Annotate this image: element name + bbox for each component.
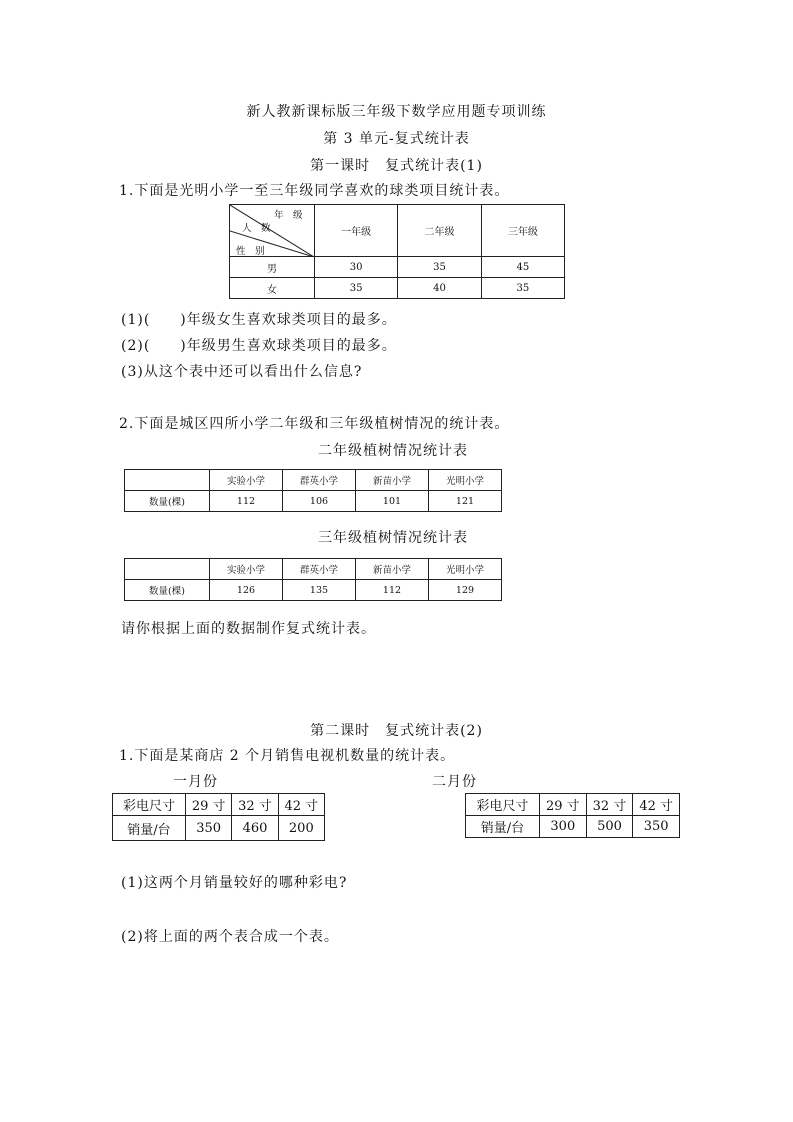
- header-count-label: 人 数: [242, 223, 271, 234]
- table-row: [466, 816, 680, 838]
- table-cell: 200: [278, 816, 324, 841]
- empty-corner-cell: [125, 470, 210, 491]
- grade3-tree-table: [124, 558, 502, 601]
- empty-corner-cell: [125, 559, 210, 580]
- row-label: 男: [230, 257, 315, 278]
- row-label: 销量/台: [113, 816, 186, 841]
- table-row: [125, 580, 502, 601]
- lesson1-title: 第一课时 复式统计表(1): [310, 158, 483, 174]
- table-cell: 112: [356, 580, 429, 601]
- row-label: 彩电尺寸: [466, 794, 540, 816]
- size-header: 32 寸: [586, 794, 633, 816]
- grade-header: 三年级: [481, 205, 564, 257]
- row-label: 女: [230, 278, 315, 299]
- table-cell: 460: [232, 816, 278, 841]
- school-header: 光明小学: [429, 559, 502, 580]
- grade-header: 二年级: [398, 205, 481, 257]
- february-label: 二月份: [432, 774, 477, 790]
- table-row: [466, 794, 680, 816]
- table-cell: 35: [398, 257, 481, 278]
- document-title: 新人教新课标版三年级下数学应用题专项训练: [246, 104, 547, 120]
- ball-games-table: [229, 204, 565, 299]
- header-grade-label: 年 级: [274, 210, 303, 221]
- q1-sub2: (2)( )年级男生喜欢球类项目的最多。: [121, 338, 397, 354]
- table-cell: 350: [186, 816, 232, 841]
- grade2-tree-table: [124, 469, 502, 512]
- table-cell: 106: [283, 491, 356, 512]
- table-row: [125, 559, 502, 580]
- table-cell: 30: [315, 257, 398, 278]
- lesson2-sub1: (1)这两个月销量较好的哪种彩电?: [121, 875, 348, 891]
- row-label: 销量/台: [466, 816, 540, 838]
- school-header: 实验小学: [210, 470, 283, 491]
- lesson2-intro: 1.下面是某商店 2 个月销售电视机数量的统计表。: [119, 748, 456, 764]
- header-gender-label: 性 别: [236, 246, 265, 257]
- lesson2-sub2: (2)将上面的两个表合成一个表。: [121, 929, 339, 945]
- lesson2-title: 第二课时 复式统计表(2): [310, 723, 483, 739]
- grade-header: 一年级: [315, 205, 398, 257]
- q1-sub1: (1)( )年级女生喜欢球类项目的最多。: [121, 312, 397, 328]
- size-header: 42 寸: [278, 794, 324, 816]
- table-row: [230, 257, 565, 278]
- table-cell: 135: [283, 580, 356, 601]
- january-sales-table: [112, 793, 325, 841]
- row-label: 彩电尺寸: [113, 794, 186, 816]
- size-header: 29 寸: [186, 794, 232, 816]
- table-cell: 40: [398, 278, 481, 299]
- january-label: 一月份: [173, 774, 218, 790]
- school-header: 群英小学: [283, 470, 356, 491]
- school-header: 新苗小学: [356, 559, 429, 580]
- table-cell: 121: [429, 491, 502, 512]
- table-cell: 300: [540, 816, 587, 838]
- table-cell: 126: [210, 580, 283, 601]
- q1-intro: 1.下面是光明小学一至三年级同学喜欢的球类项目统计表。: [119, 183, 510, 199]
- table-row: [113, 816, 325, 841]
- school-header: 群英小学: [283, 559, 356, 580]
- q1-sub3: (3)从这个表中还可以看出什么信息?: [121, 364, 363, 380]
- row-label: 数量(棵): [125, 580, 210, 601]
- table-row: [113, 794, 325, 816]
- february-sales-table: [465, 793, 680, 838]
- table-cell: 129: [429, 580, 502, 601]
- size-header: 32 寸: [232, 794, 278, 816]
- q2-intro: 2.下面是城区四所小学二年级和三年级植树情况的统计表。: [119, 416, 510, 432]
- table-cell: 500: [586, 816, 633, 838]
- unit-title: 第 3 单元-复式统计表: [323, 131, 470, 147]
- table-cell: 350: [633, 816, 680, 838]
- school-header: 新苗小学: [356, 470, 429, 491]
- diagonal-header-cell: [230, 205, 315, 257]
- table-cell: 112: [210, 491, 283, 512]
- size-header: 42 寸: [633, 794, 680, 816]
- q2-task: 请你根据上面的数据制作复式统计表。: [121, 621, 376, 637]
- grade3-table-title: 三年级植树情况统计表: [318, 530, 468, 546]
- table-row: [125, 470, 502, 491]
- row-label: 数量(棵): [125, 491, 210, 512]
- table-cell: 35: [315, 278, 398, 299]
- table-cell: 35: [481, 278, 564, 299]
- school-header: 光明小学: [429, 470, 502, 491]
- table-row: [125, 491, 502, 512]
- grade2-table-title: 二年级植树情况统计表: [318, 443, 468, 459]
- table-cell: 45: [481, 257, 564, 278]
- size-header: 29 寸: [540, 794, 587, 816]
- table-cell: 101: [356, 491, 429, 512]
- table-row: [230, 278, 565, 299]
- school-header: 实验小学: [210, 559, 283, 580]
